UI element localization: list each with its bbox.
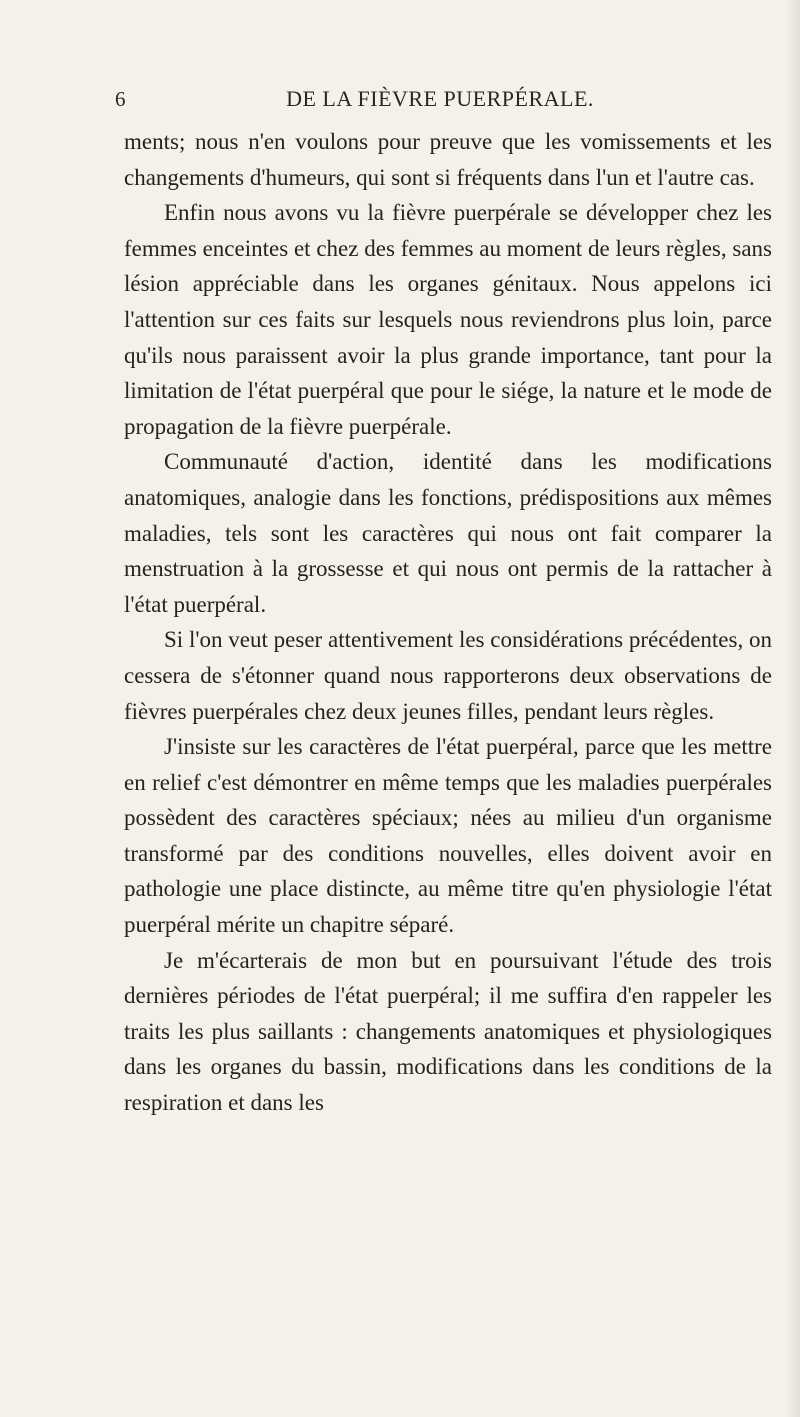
paragraph-5: J'insiste sur les caractères de l'état puerpéral, parce que les mettre en relief c'est démontrer en même temps que les maladies puerpérales possèdent des caractères spéciaux; nées au milieu d'un organisme transformé par des conditions nouvelles, elles doivent avoir en pathologie une place distincte, au même titre qu'en physiologie l'état puerpéral mérite un chapitre séparé. xyxy=(124,734,772,938)
page-header xyxy=(115,84,765,114)
paragraph-6: Je m'écarterais de mon but en poursuivant l'étude des trois dernières périodes de l'état puerpéral; il me suffira d'en rappeler les traits les plus saillants : changements anatomiques et physiologiques dans les organes du bassin, modifications dans les conditions de la respiration et dans les xyxy=(124,947,772,1116)
paragraph-4: Si l'on veut peser attentivement les considérations précédentes, on cessera de s'étonner quand nous rapporterons deux observations de fièvres puerpérales chez deux jeunes filles, pendant leurs règles. xyxy=(124,627,772,724)
paragraph-3: Communauté d'action, identité dans les modifications anatomiques, analogie dans les fonctions, prédispositions aux mêmes maladies, tels sont les caractères qui nous ont fait comparer la menstruation à la grossesse et qui nous ont permis de la rattacher à l'état puerpéral. xyxy=(124,449,772,617)
body-text xyxy=(124,124,772,1121)
page-number: 6 xyxy=(115,87,126,111)
page-edge-shadow xyxy=(786,0,800,1417)
paragraph-2: Enfin nous avons vu la fièvre puerpérale se développer chez les femmes enceintes et chez des femmes au moment de leurs règles, sans lésion appréciable dans les organes génitaux. Nous appelons ici l'attention sur ces faits sur lesquels nous reviendrons plus loin, parce qu'ils nous paraissent avoir la plus grande importance, tant pour la limitation de l'état puerpéral que pour le siége, la nature et le mode de propagation de la fièvre puerpérale. xyxy=(124,200,772,439)
paragraph-1: ments; nous n'en voulons pour preuve que les vomissements et les changements d'humeurs, qui sont si fréquents dans l'un et l'autre cas. xyxy=(124,129,772,190)
running-title: DE LA FIÈVRE PUERPÉRALE. xyxy=(286,86,594,111)
